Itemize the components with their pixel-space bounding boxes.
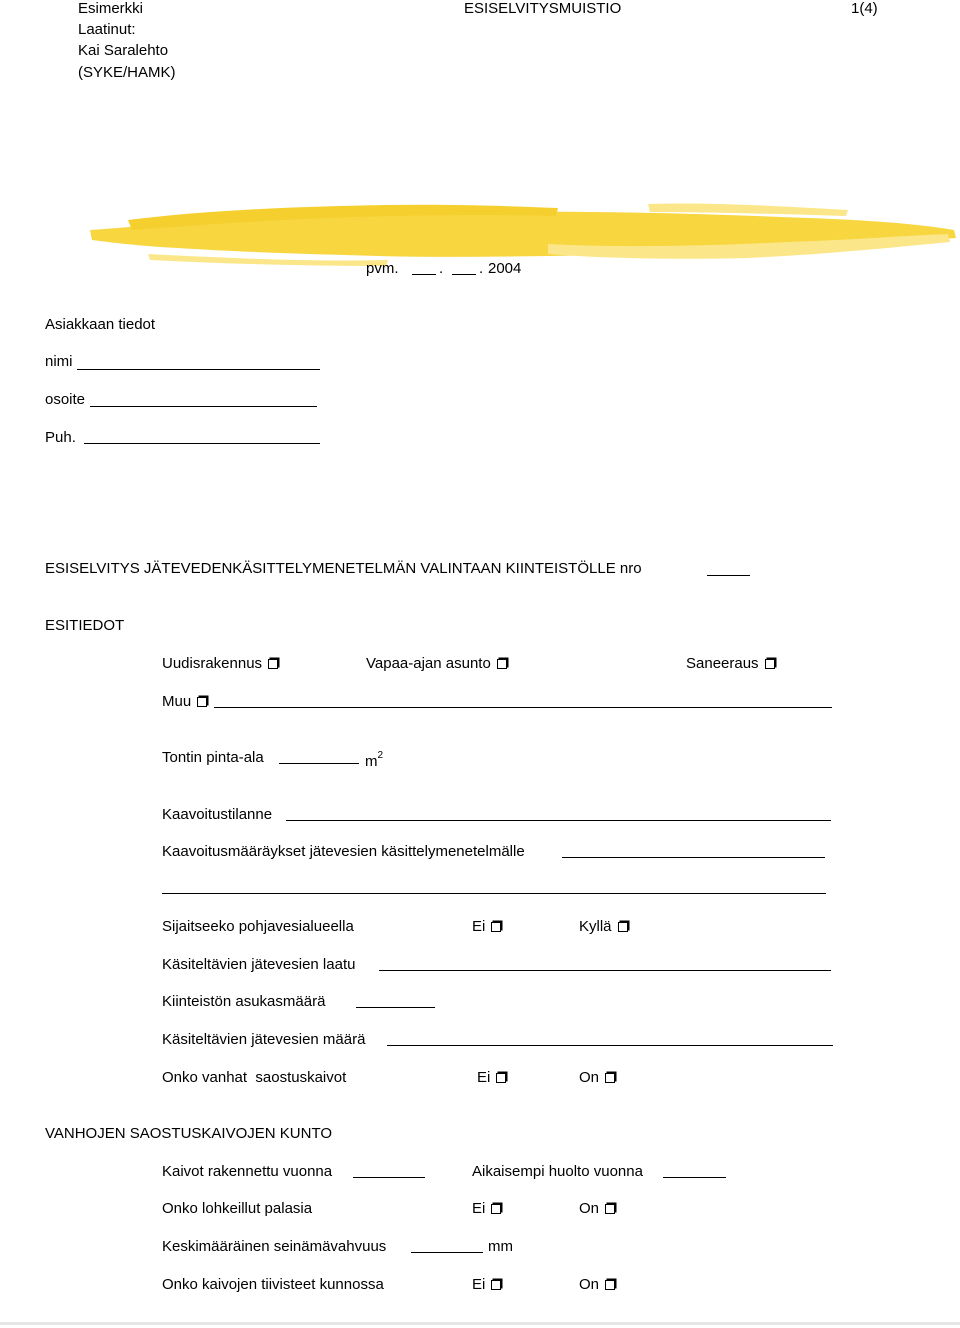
rakennettu-label: Kaivot rakennettu vuonna [162,1163,333,1180]
option-label: Uudisrakennus [162,655,263,672]
checkbox-icon[interactable] [605,1280,615,1290]
lohkeillut-ei[interactable] [472,1200,501,1218]
date-separator-1: . [439,260,444,277]
address-field[interactable] [90,406,317,407]
vanhat-ei[interactable] [477,1069,506,1087]
checkbox-icon[interactable] [491,1204,501,1214]
asukasmaara-label: Kiinteistön asukasmäärä [162,993,326,1010]
page-bottom-rule [0,1322,960,1325]
vanhat-saostuskaivot-label: Onko vanhat saostuskaivot [162,1069,347,1086]
unit-exponent: 2 [377,750,384,761]
option-label: On [579,1276,600,1293]
name-label: nimi [45,353,73,370]
option-vapaa-ajan-asunto[interactable] [366,655,507,673]
muu-field[interactable] [214,707,832,708]
header-line-1: Esimerkki [78,0,144,17]
date-day-field[interactable] [412,274,436,275]
brush-stroke-decoration [88,196,958,268]
option-saneeraus[interactable] [686,655,775,673]
header-line-2: Laatinut: [78,21,136,38]
tontin-unit [365,749,383,771]
checkbox-icon[interactable] [197,697,207,707]
main-title: ESISELVITYS JÄTEVEDENKÄSITTELYMENETELMÄN VALINTAAN KIINTEISTÖLLE nro [45,560,642,577]
option-uudisrakennus[interactable] [162,655,278,673]
asukasmaara-field[interactable] [356,1007,435,1008]
laatu-field[interactable] [379,970,831,971]
tiivisteet-ei[interactable] [472,1276,501,1294]
option-label: Ei [472,1200,486,1217]
checkbox-icon[interactable] [497,659,507,669]
checkbox-icon[interactable] [491,922,501,932]
header-line-3: Kai Saralehto [78,42,169,59]
option-label: Kyllä [579,918,612,935]
laatu-label: Käsiteltävien jätevesien laatu [162,956,356,973]
kaavoitusmaaraykset-field[interactable] [562,857,825,858]
date-separator-2: . [479,260,484,277]
header-line-4: (SYKE/HAMK) [78,64,176,81]
pohjavesi-kylla[interactable] [579,918,628,936]
page-number: 1(4) [851,0,878,17]
seinama-label: Keskimääräinen seinämävahvuus [162,1238,387,1255]
checkbox-icon[interactable] [765,659,775,669]
vanhat-on[interactable] [579,1069,615,1087]
pohjavesi-label: Sijaitseeko pohjavesialueella [162,918,354,935]
seinama-field[interactable] [411,1252,483,1253]
checkbox-icon[interactable] [496,1073,506,1083]
huolto-label: Aikaisempi huolto vuonna [472,1163,643,1180]
phone-field[interactable] [84,443,320,444]
name-field[interactable] [77,369,320,370]
maara-label: Käsiteltävien jätevesien määrä [162,1031,366,1048]
tiivisteet-on[interactable] [579,1276,615,1294]
option-label: Ei [477,1069,491,1086]
option-label: Ei [472,918,486,935]
kaavoitusmaaraykset-label: Kaavoitusmääräykset jätevesien käsittelymenetelmälle [162,843,525,860]
kaavoitusmaaraykset-field-2[interactable] [162,893,826,894]
rakennettu-field[interactable] [353,1177,425,1178]
lohkeillut-on[interactable] [579,1200,615,1218]
option-label: On [579,1069,600,1086]
date-label: pvm. [366,260,399,277]
tontin-field[interactable] [279,763,359,764]
tiivisteet-label: Onko kaivojen tiivisteet kunnossa [162,1276,384,1293]
document-title: ESISELVITYSMUISTIO [464,0,622,17]
option-muu[interactable] [162,693,207,711]
lohkeillut-label: Onko lohkeillut palasia [162,1200,313,1217]
option-label: Saneeraus [686,655,759,672]
checkbox-icon[interactable] [618,922,628,932]
esitiedot-heading: ESITIEDOT [45,617,125,634]
unit-text: m [365,753,378,770]
address-label: osoite [45,391,86,408]
kunto-heading: VANHOJEN SAOSTUSKAIVOJEN KUNTO [45,1125,332,1142]
checkbox-icon[interactable] [268,659,278,669]
option-label: Muu [162,693,192,710]
seinama-unit: mm [488,1238,513,1255]
pohjavesi-ei[interactable] [472,918,501,936]
checkbox-icon[interactable] [605,1204,615,1214]
date-year: 2004 [488,260,522,277]
kaavoitustilanne-label: Kaavoitustilanne [162,806,273,823]
customer-heading: Asiakkaan tiedot [45,316,156,333]
option-label: Ei [472,1276,486,1293]
kaavoitustilanne-field[interactable] [286,820,831,821]
option-label: On [579,1200,600,1217]
checkbox-icon[interactable] [605,1073,615,1083]
option-label: Vapaa-ajan asunto [366,655,491,672]
tontin-label: Tontin pinta-ala [162,749,264,766]
huolto-field[interactable] [663,1177,726,1178]
checkbox-icon[interactable] [491,1280,501,1290]
maara-field[interactable] [387,1045,833,1046]
phone-label: Puh. [45,429,76,446]
property-number-field[interactable] [707,575,750,576]
date-month-field[interactable] [452,274,476,275]
